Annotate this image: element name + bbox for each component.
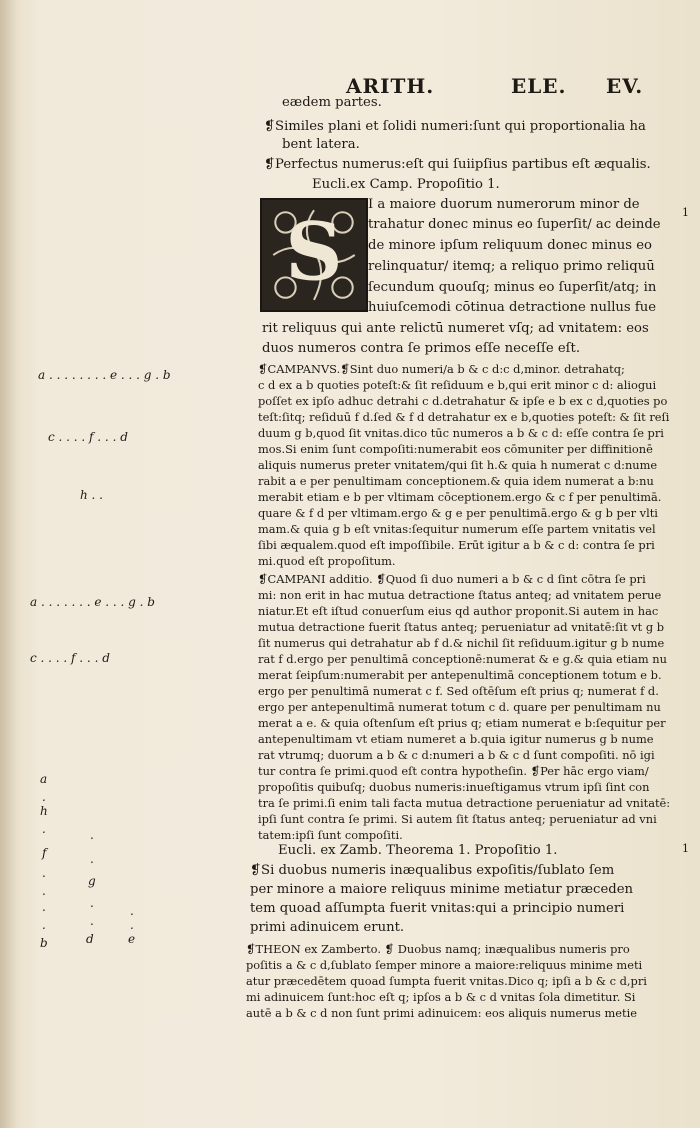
margin-figure-line: a . . . . . . . . e . . . g . b	[38, 368, 171, 382]
margin-number: 1	[682, 842, 689, 855]
text-line: eædem partes.	[282, 95, 382, 110]
margin-figure-line: c . . . . f . . . d	[48, 430, 128, 444]
text-line: rit reliquus qui ante relictū numeret vſq; ad vnitatem: eos	[262, 321, 649, 336]
text-line: c d ex a b quoties poteſt:& ſit reſiduum e b,qui erit minor c d: aliogui	[258, 378, 657, 392]
text-line: ❡Similes plani et ſolidi numeri:ſunt qui proportionalia ha	[264, 119, 646, 134]
text-line: duum g b,quod ſit vnitas.dico tūc numeros a b & c d: eſſe contra ſe pri	[258, 426, 664, 440]
text-line: quare & f d per vltimam.ergo & g e per penultimā.ergo & g b per vlti	[258, 506, 658, 520]
margin-dot: .	[90, 828, 94, 842]
text-line: mi.quod eſt propoſitum.	[258, 554, 396, 568]
text-line: mos.Si enim ſunt compoſiti:numerabit eos cōmuniter per diffinitionē	[258, 442, 653, 456]
text-line: ergo per antepenultimā numerat totum c d. quare per penultimam nu	[258, 700, 661, 714]
running-header	[346, 74, 676, 102]
text-line: mi adinuicem ſunt:hoc eſt q; ipſos a b & c d vnitas ſola dimetitur. Si	[246, 990, 636, 1004]
margin-label-f: f	[42, 846, 47, 860]
text-line: autē a b & c d non ſunt primi adinuicem: eos aliquis numerus metie	[246, 1006, 638, 1020]
text-line: rat vtrumq; duorum a b & c d:numeri a b & c d ſunt compoſiti. nō igi	[258, 748, 655, 762]
text-line: huiuſcemodi cōtinua detractione nullus fue	[368, 300, 657, 315]
text-line: mam.& quia g b eſt vnitas:ſequitur numerum eſſe partem vnitatis vel	[258, 522, 656, 536]
floral-initial-ornament	[262, 200, 366, 310]
margin-label-h: h	[40, 804, 48, 818]
text-line: aliquis numerus preter vnitatem/qui ſit h.& quia h numerat c d:nume	[258, 458, 658, 472]
text-line: ❡Perfectus numerus:eſt qui ſuiipſius partibus eſt æqualis.	[264, 157, 651, 172]
text-line: merabit etiam e b per vltimam cōceptionem.ergo & c f per penultimā.	[258, 490, 662, 504]
margin-label-g: g	[88, 874, 96, 888]
margin-dot: .	[42, 866, 46, 880]
margin-number: 1	[682, 206, 689, 219]
text-line: ergo per penultimā numerat c f. Sed oſtēſum eſt prius q; numerat f d.	[258, 684, 659, 698]
text-line: ❡Si duobus numeris inæqualibus expoſitis/ſublato ſem	[250, 863, 615, 878]
section-heading: Eucli.ex Camp. Propoſitio 1.	[312, 177, 500, 192]
margin-dot: .	[90, 914, 94, 928]
margin-figure-line: h . .	[80, 488, 103, 502]
margin-label-a: a	[40, 772, 48, 786]
section-heading: Eucli. ex Zamb. Theorema 1. Propoſitio 1.	[278, 843, 558, 858]
text-line: rat f d.ergo per penultimā conceptionē:numerat & e g.& quia etiam nu	[258, 652, 667, 666]
text-line: niatur.Et eſt iſtud conuerſum eius qd author proponit.Si autem in hac	[258, 604, 659, 618]
margin-dot: .	[42, 900, 46, 914]
text-line: teſt:ſitq; reſiduū f d.ſed & f d detrahatur ex e b,quoties poteſt: & ſit reſi	[258, 410, 670, 424]
header-left: ARITH.	[346, 74, 435, 98]
page-gutter-shadow	[0, 0, 18, 1128]
text-line: de minore ipſum reliquum donec minus eo	[368, 238, 652, 253]
text-line: poſitis a & c d,ſublato ſemper minore a maiore:reliquus minime meti	[246, 958, 643, 972]
text-line: ❡CAMPANI additio. ❡Quod ſi duo numeri a b & c d ſint cōtra ſe pri	[258, 572, 646, 586]
margin-dot: .	[42, 822, 46, 836]
text-line: trahatur donec minus eo ſuperſit/ ac deinde	[368, 217, 661, 232]
margin-dot: .	[90, 896, 94, 910]
text-line: merat a e. & quia oſtenſum eſt prius q; etiam numerat e b:ſequitur per	[258, 716, 666, 730]
text-line: ❡THEON ex Zamberto. ❡ Duobus namq; inæqualibus numeris pro	[246, 942, 630, 956]
text-line: rabit a e per penultimam conceptionem.& quia idem numerat a b:nu	[258, 474, 654, 488]
text-line: tur contra ſe primi.quod eſt contra hypotheſin. ❡Per hāc ergo viam/	[258, 764, 649, 778]
text-line: bent latera.	[282, 137, 360, 152]
margin-dot: .	[130, 904, 134, 918]
text-line: antepenultimam vt etiam numeret a b.quia igitur numerus g b nume	[258, 732, 654, 746]
margin-dot: .	[42, 884, 46, 898]
margin-dot: .	[130, 918, 134, 932]
text-line: ſibi æqualem.quod eſt impoſſibile. Erūt igitur a b & c d: contra ſe pri	[258, 538, 655, 552]
margin-figure-line: c . . . . f . . . d	[30, 651, 110, 665]
text-line: mi: non erit in hac mutua detractione ſtatus anteq; ad vnitatem perue	[258, 588, 662, 602]
margin-label-b: b	[40, 936, 48, 950]
text-line: ❡CAMPANVS.❡Sint duo numeri/a b & c d:c d,minor. detrahatq;	[258, 362, 625, 376]
text-line: duos numeros contra ſe primos eſſe neceſſe eſt.	[262, 341, 581, 356]
margin-figure-line: a . . . . . . . e . . . g . b	[30, 595, 155, 609]
text-line: propoſitis quibuſq; duobus numeris:inueſtigamus vtrum ipſi ſint con	[258, 780, 650, 794]
text-line: merat ſeipſum:numerabit per antepenultimā conceptionem totum e b.	[258, 668, 662, 682]
header-right: EV.	[606, 74, 644, 98]
margin-label-d: d	[86, 932, 94, 946]
margin-label-e: e	[128, 932, 136, 946]
text-line: relinquatur/ itemq; a reliquo primo reliquū	[368, 259, 655, 274]
text-line: I a maiore duorum numerorum minor de	[368, 197, 640, 212]
text-line: ſecundum quouſq; minus eo ſuperſit/atq; in	[368, 280, 657, 295]
text-line: mutua detractione fuerit ſtatus anteq; perueniatur ad vnitatē:ſit vt g b	[258, 620, 665, 634]
text-line: ipſi ſunt contra ſe primi. Si autem ſit ſtatus anteq; perueniatur ad vni	[258, 812, 657, 826]
margin-dot: .	[42, 918, 46, 932]
text-line: ſit numerus qui detrahatur ab f d.& nichil ſit reſiduum.igitur g b nume	[258, 636, 665, 650]
text-line: tem quoad aſſumpta fuerit vnitas:qui a principio numeri	[250, 901, 625, 916]
margin-dot: .	[90, 852, 94, 866]
text-line: tatem:ipſi ſunt compoſiti.	[258, 828, 403, 842]
text-line: primi adinuicem erunt.	[250, 920, 405, 935]
margin-dot: .	[42, 790, 46, 804]
header-center: ELE.	[511, 74, 567, 98]
text-line: per minore a maiore reliquus minime metiatur præceden	[250, 882, 633, 897]
decorated-initial-s	[260, 198, 368, 312]
text-line: tra ſe primi.ſi enim tali facta mutua detractione perueniatur ad vnitatē:	[258, 796, 671, 810]
text-line: atur præcedētem quoad ſumpta fuerit vnitas.Dico q; ipſi a b & c d,pri	[246, 974, 647, 988]
svg-text:S: S	[285, 204, 343, 299]
text-line: poſſet ex ipſo adhuc detrahi c d.detrahatur & ipſe e b ex c d,quoties po	[258, 394, 668, 408]
